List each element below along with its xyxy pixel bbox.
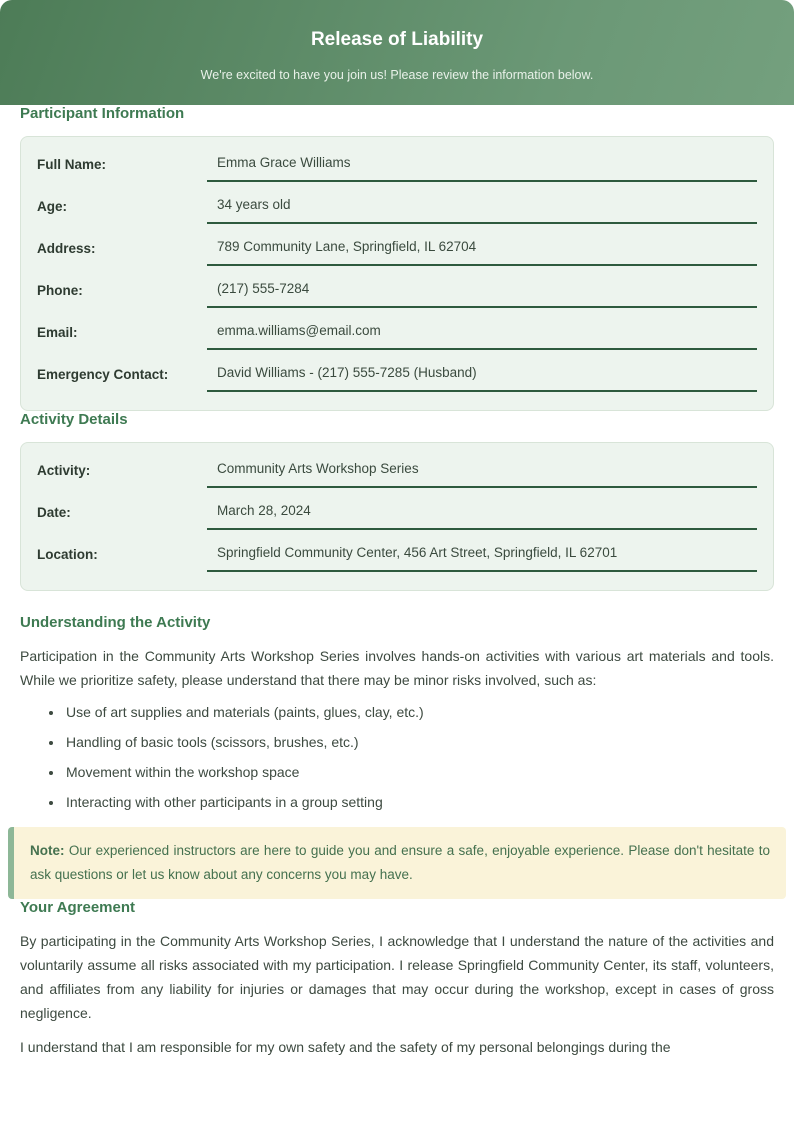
field-row-date xyxy=(37,503,757,530)
field-label: Age: xyxy=(37,199,67,214)
field-row-age xyxy=(37,197,757,224)
address-value: 789 Community Lane, Springfield, IL 62704 xyxy=(207,239,757,266)
field-row-phone xyxy=(37,281,757,308)
field-row-address xyxy=(37,239,757,266)
activity-details-box xyxy=(20,442,774,591)
participant-info-box xyxy=(20,136,774,411)
age-value: 34 years old xyxy=(207,197,757,224)
full-name-value: Emma Grace Williams xyxy=(207,155,757,182)
section-title-your-agreement: Your Agreement xyxy=(20,899,136,916)
field-row-full-name xyxy=(37,155,757,182)
risk-item: • Movement within the workshop space xyxy=(64,760,774,784)
field-label: Phone: xyxy=(37,283,83,298)
section-title-understanding-activity: Understanding the Activity xyxy=(20,614,211,631)
section-title-participant-information: Participant Information xyxy=(20,105,185,122)
emergency-contact-value: David Williams - (217) 555-7285 (Husband) xyxy=(207,365,757,392)
note-callout xyxy=(8,827,786,899)
form-header xyxy=(0,0,794,105)
agreement-paragraph-1: By participating in the Community Arts Workshop Series, I acknowledge that I understand the nature of the activities and voluntarily assume all risks associated with my participation. I release Springfield Community Center, its staff, volunteers, and affiliates from any liability for injuries or damages that may occur during the workshop, except in cases of gross negligence. xyxy=(20,933,774,1021)
risk-item: • Interacting with other participants in a group setting xyxy=(64,790,774,814)
form-content xyxy=(0,105,794,1059)
agreement-paragraph-2: I understand that I am responsible for my own safety and the safety of my personal belongings during the xyxy=(20,1039,671,1055)
page-subtitle: We're excited to have you join us! Please review the information below. xyxy=(200,68,594,82)
field-label: Date: xyxy=(37,505,71,520)
risk-item: • Use of art supplies and materials (paints, glues, clay, etc.) xyxy=(64,700,774,724)
note-text: Our experienced instructors are here to guide you and ensure a safe, enjoyable experience. Please don't hesitate to ask questions or let us know about any concerns you may have. xyxy=(30,843,770,882)
field-row-email xyxy=(37,323,757,350)
date-value: March 28, 2024 xyxy=(207,503,757,530)
field-row-activity xyxy=(37,461,757,488)
email-value: emma.williams@email.com xyxy=(207,323,757,350)
field-row-emergency-contact xyxy=(37,365,757,392)
field-label: Emergency Contact: xyxy=(37,367,169,382)
field-label: Activity: xyxy=(37,463,91,478)
risk-item: • Handling of basic tools (scissors, brushes, etc.) xyxy=(64,730,774,754)
page-title: Release of Liability xyxy=(310,29,484,50)
phone-value: (217) 555-7284 xyxy=(207,281,757,308)
risk-list xyxy=(20,700,774,814)
field-label: Address: xyxy=(37,241,96,256)
field-row-location xyxy=(37,545,757,572)
field-label: Email: xyxy=(37,325,78,340)
activity-value: Community Arts Workshop Series xyxy=(207,461,757,488)
section-title-activity-details: Activity Details xyxy=(20,411,128,428)
understanding-intro-paragraph: Participation in the Community Arts Workshop Series involves hands-on activities with various art materials and tools. While we prioritize safety, please understand that there may be minor risks involved, such as: xyxy=(20,648,774,688)
field-label: Location: xyxy=(37,547,98,562)
note-label: Note: xyxy=(30,843,65,858)
field-label: Full Name: xyxy=(37,157,107,172)
location-value: Springfield Community Center, 456 Art Street, Springfield, IL 62701 xyxy=(207,545,757,572)
